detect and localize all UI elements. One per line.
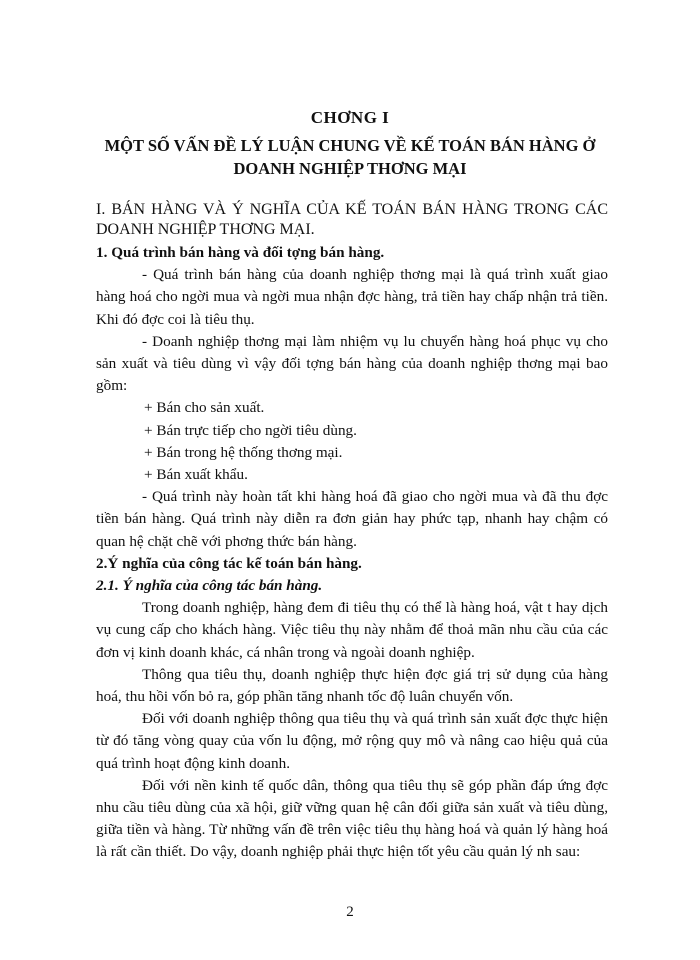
paragraph: Trong doanh nghiệp, hàng đem đi tiêu thụ có thể là hàng hoá, vật t hay dịch vụ cung cấp cho khách hàng. Việc tiêu thụ này nhằm để thoả mãn nhu cầu của các đơn vị kinh doanh khác, cá nhân trong và ngoài doanh nghiệp. [96,599,608,661]
bullet-item: + Bán xuất khẩu. [144,466,248,484]
body-text [96,200,608,864]
chapter-title-line-2: DOANH NGHIỆP THƠNG MẠI [233,159,467,178]
chapter-heading: CHƠNG I [310,108,390,127]
paragraph: - Doanh nghiệp thơng mại làm nhiệm vụ lu chuyển hàng hoá phục vụ cho sản xuất và tiêu dùng vì vậy đối tợng bán hàng của doanh nghiệp thơng mại bao gồm: [96,332,608,395]
paragraph: - Quá trình này hoàn tất khi hàng hoá đã giao cho ngời mua và đã thu đợc tiền bán hàng. Quá trình này diễn ra đơn giản hay phức tạp, nhanh hay chậm có quan hệ chặt chẽ với phơng thức bán hàng. [96,488,608,550]
chapter-title-line-1: MỘT SỐ VẤN ĐỀ LÝ LUẬN CHUNG VỀ KẾ TOÁN BÁN HÀNG Ở [104,136,596,155]
paragraph: Đối với nền kinh tế quốc dân, thông qua tiêu thụ sẽ góp phần đáp ứng đợc nhu cầu tiêu dùng của xã hội, giữ vững quan hệ cân đối giữa sản xuất và tiêu dùng, giữa tiền và hàng. Từ những vấn đề trên việc tiêu thụ hàng hoá và quản lý hàng hoá là rất cần thiết. Do vậy, doanh nghiệp phải thực hiện tốt yêu cầu quản lý nh sau: [96,776,608,861]
bullet-item: + Bán trực tiếp cho ngời tiêu dùng. [144,421,357,439]
paragraph: Đối với doanh nghiệp thông qua tiêu thụ và quá trình sản xuất đợc thực hiện từ đó tăng vòng quay của vốn lu động, mở rộng quy mô và nâng cao hiệu quả của quá trình hoạt động kinh doanh. [96,710,608,772]
subsection-heading-2-1: 2.1. Ý nghĩa của công tác bán hàng. [96,577,323,595]
paragraph: - Quá trình bán hàng của doanh nghiệp thơng mại là quá trình xuất giao hàng hoá cho ngời mua và ngời mua nhận đợc hàng, trả tiền hay chấp nhận trả tiền. Khi đó đợc coi là tiêu thụ. [96,266,608,328]
bullet-item: + Bán cho sản xuất. [144,399,265,417]
section-heading: I. BÁN HÀNG VÀ Ý NGHĨA CỦA KẾ TOÁN BÁN HÀNG TRONG CÁC DOANH NGHIỆP THƠNG MẠI. [96,201,608,238]
bullet-item: + Bán trong hệ thống thơng mại. [144,443,343,461]
page-number: 2 [346,904,354,920]
paragraph: Thông qua tiêu thụ, doanh nghiệp thực hiện đợc giá trị sử dụng của hàng hoá, thu hồi vốn bỏ ra, góp phần tăng nhanh tốc độ luân chuyển vốn. [96,665,608,706]
subsection-heading-2: 2.Ý nghĩa của công tác kế toán bán hàng. [96,554,362,572]
subsection-heading-1: 1. Quá trình bán hàng và đối tợng bán hàng. [96,244,385,261]
chapter-title [0,134,700,180]
